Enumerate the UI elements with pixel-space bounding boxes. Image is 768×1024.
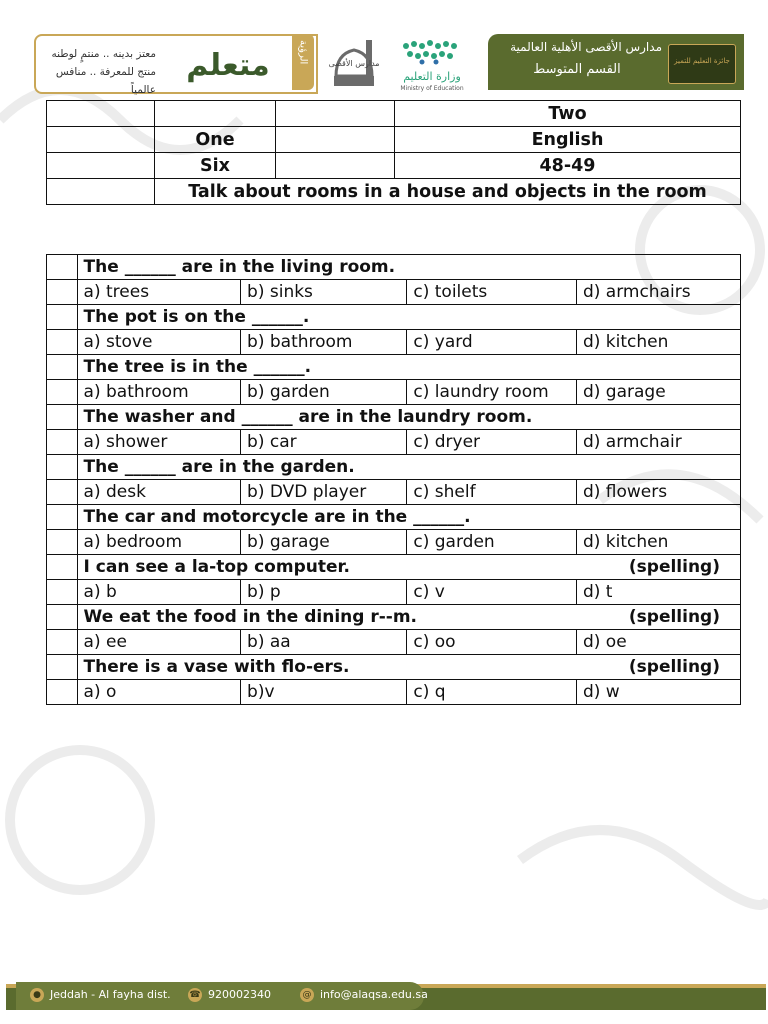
- question-row: [47, 255, 741, 280]
- question-number-cell: [47, 405, 78, 430]
- answer-option[interactable]: d) garage: [576, 380, 740, 405]
- question-stem: [77, 455, 740, 480]
- answer-option[interactable]: d) kitchen: [576, 530, 740, 555]
- answer-option[interactable]: c) shelf: [407, 480, 577, 505]
- pages-value: 48-49: [395, 153, 741, 179]
- answer-option[interactable]: d) w: [576, 680, 740, 705]
- answer-option[interactable]: a) o: [77, 680, 240, 705]
- footer-location-text: Jeddah - Al fayha dist.: [50, 988, 171, 1001]
- answer-option[interactable]: b) car: [241, 430, 407, 455]
- question-number-cell: [47, 355, 78, 380]
- map-pin-icon: ●: [30, 988, 44, 1002]
- option-number-cell: [47, 680, 78, 705]
- school-section: القسم المتوسط: [533, 62, 621, 77]
- page-footer: [6, 980, 766, 1010]
- question-text: The ______ are in the living room.: [83, 257, 396, 277]
- answer-option[interactable]: a) bathroom: [77, 380, 240, 405]
- answer-option[interactable]: b) bathroom: [241, 330, 407, 355]
- option-number-cell: [47, 380, 78, 405]
- footer-contact-strip: [16, 982, 428, 1010]
- answer-option[interactable]: d) armchair: [576, 430, 740, 455]
- vision-tab: [292, 34, 314, 90]
- answer-option[interactable]: c) laundry room: [407, 380, 577, 405]
- question-number-cell: [47, 455, 78, 480]
- answer-option[interactable]: b) garage: [241, 530, 407, 555]
- answer-option[interactable]: b)v: [241, 680, 407, 705]
- question-stem: [77, 255, 740, 280]
- option-number-cell: [47, 480, 78, 505]
- info-label-cell: [47, 101, 155, 127]
- question-stem: [77, 505, 740, 530]
- vision-slogan-line-1: معتز بدينه .. منتمٍ لوطنه: [51, 48, 156, 60]
- answer-option[interactable]: d) armchairs: [576, 280, 740, 305]
- answer-option[interactable]: d) t: [576, 580, 740, 605]
- vision-slogan: [46, 45, 156, 99]
- school-name: مدارس الأقصى الأهلية العالمية: [510, 40, 662, 54]
- options-row: [47, 280, 741, 305]
- info-label-cell: [276, 101, 395, 127]
- question-stem: [77, 655, 740, 680]
- question-row: [47, 405, 741, 430]
- term-value: One: [155, 127, 276, 153]
- question-text: The pot is on the ______.: [83, 307, 310, 327]
- school-banner: [488, 34, 744, 90]
- answer-option[interactable]: a) b: [77, 580, 240, 605]
- question-text: I can see a la-top computer.: [83, 557, 350, 577]
- question-stem: [77, 305, 740, 330]
- lesson-info-table: [46, 100, 741, 205]
- answer-option[interactable]: c) garden: [407, 530, 577, 555]
- vision-label: الرؤية: [297, 40, 309, 65]
- answer-option[interactable]: b) garden: [241, 380, 407, 405]
- question-number-cell: [47, 305, 78, 330]
- phone-icon: ☎: [189, 990, 201, 1000]
- info-row-lesson: [47, 179, 741, 205]
- footer-email: [300, 988, 428, 1002]
- answer-option[interactable]: a) shower: [77, 430, 240, 455]
- question-text: The ______ are in the garden.: [83, 457, 355, 477]
- question-stem: [77, 605, 740, 630]
- info-value-cell: [155, 101, 276, 127]
- questions-table: [46, 254, 741, 705]
- question-row: [47, 605, 741, 630]
- option-number-cell: [47, 330, 78, 355]
- vision-slogan-line-2: منتج للمعرفة .. منافس عالمياً: [55, 66, 156, 96]
- option-number-cell: [47, 280, 78, 305]
- question-row: [47, 305, 741, 330]
- award-badge: [668, 44, 736, 84]
- answer-option[interactable]: c) q: [407, 680, 577, 705]
- lesson-value: Talk about rooms in a house and objects in the room: [155, 179, 741, 205]
- mosque-logo-text: مدارس الأقصى: [328, 59, 380, 68]
- mosque-logo: [326, 36, 382, 94]
- answer-option[interactable]: d) flowers: [576, 480, 740, 505]
- spelling-tag: (spelling): [628, 607, 720, 627]
- question-number-cell: [47, 505, 78, 530]
- question-text: The car and motorcycle are in the ______.: [83, 507, 471, 527]
- option-number-cell: [47, 530, 78, 555]
- answer-option[interactable]: d) oe: [576, 630, 740, 655]
- footer-location: [30, 988, 171, 1002]
- options-row: [47, 430, 741, 455]
- footer-phone: [188, 988, 271, 1002]
- options-row: [47, 580, 741, 605]
- questions-body: [47, 255, 741, 705]
- award-text: جائزة التعليم للتميز: [674, 57, 730, 65]
- option-number-cell: [47, 580, 78, 605]
- subject-value: English: [395, 127, 741, 153]
- info-row-grade: [47, 101, 741, 127]
- question-number-cell: [47, 555, 78, 580]
- question-text: The tree is in the ______.: [83, 357, 312, 377]
- question-stem: [77, 355, 740, 380]
- answer-option[interactable]: c) dryer: [407, 430, 577, 455]
- grade-value: Two: [395, 101, 741, 127]
- info-row-unit: [47, 153, 741, 179]
- vision-word: متعلم: [186, 48, 270, 83]
- info-row-term: [47, 127, 741, 153]
- answer-option[interactable]: d) kitchen: [576, 330, 740, 355]
- answer-option[interactable]: b) DVD player: [241, 480, 407, 505]
- question-text: The washer and ______ are in the laundry room.: [83, 407, 533, 427]
- question-stem: [77, 555, 740, 580]
- moe-name-en: Ministry of Education: [400, 85, 464, 92]
- info-label-cell: [47, 179, 155, 205]
- options-row: [47, 480, 741, 505]
- options-row: [47, 530, 741, 555]
- question-number-cell: [47, 255, 78, 280]
- question-text: There is a vase with flo-ers.: [83, 657, 350, 677]
- question-row: [47, 505, 741, 530]
- info-label-cell: [276, 153, 395, 179]
- answer-option[interactable]: c) yard: [407, 330, 577, 355]
- spelling-tag: (spelling): [628, 657, 720, 677]
- answer-option[interactable]: c) v: [407, 580, 577, 605]
- question-text: We eat the food in the dining r--m.: [83, 607, 418, 627]
- options-row: [47, 630, 741, 655]
- answer-option[interactable]: a) ee: [77, 630, 240, 655]
- answer-option[interactable]: a) stove: [77, 330, 240, 355]
- question-row: [47, 555, 741, 580]
- answer-option[interactable]: a) trees: [77, 280, 240, 305]
- question-row: [47, 355, 741, 380]
- page-header: [34, 30, 744, 96]
- answer-option[interactable]: c) oo: [407, 630, 577, 655]
- question-number-cell: [47, 655, 78, 680]
- unit-value: Six: [155, 153, 276, 179]
- moe-name-ar: وزارة التعليم: [403, 70, 461, 83]
- info-label-cell: [276, 127, 395, 153]
- options-row: [47, 680, 741, 705]
- spelling-tag: (spelling): [628, 557, 720, 577]
- question-row: [47, 455, 741, 480]
- info-label-cell: [47, 153, 155, 179]
- footer-email-text: info@alaqsa.edu.sa: [320, 988, 428, 1001]
- answer-option[interactable]: c) toilets: [407, 280, 577, 305]
- moe-dots-icon: [396, 38, 468, 66]
- options-row: [47, 330, 741, 355]
- answer-option[interactable]: a) desk: [77, 480, 240, 505]
- moe-logo: [396, 38, 468, 94]
- vision-box: [34, 34, 318, 94]
- question-number-cell: [47, 605, 78, 630]
- answer-option[interactable]: b) sinks: [241, 280, 407, 305]
- question-stem: [77, 405, 740, 430]
- info-label-cell: [47, 127, 155, 153]
- option-number-cell: [47, 630, 78, 655]
- answer-option[interactable]: b) p: [241, 580, 407, 605]
- option-number-cell: [47, 430, 78, 455]
- options-row: [47, 380, 741, 405]
- at-icon: @: [300, 988, 314, 1002]
- question-row: [47, 655, 741, 680]
- answer-option[interactable]: a) bedroom: [77, 530, 240, 555]
- answer-option[interactable]: b) aa: [241, 630, 407, 655]
- footer-phone-text: 920002340: [208, 988, 271, 1001]
